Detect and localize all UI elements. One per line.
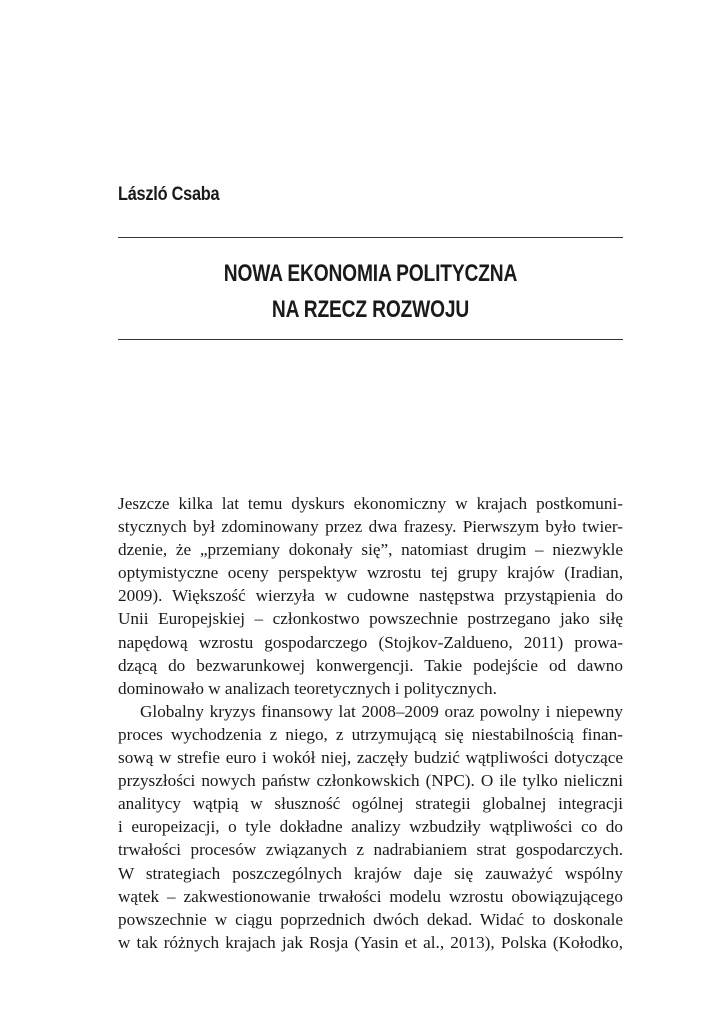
text-line: dominowało w analizach teoretycznych i politycznych. (118, 678, 497, 698)
text-line: proces wychodzenia z niego, z utrzymującą się niestabilnością finan- (118, 724, 623, 744)
title-rule-bottom (118, 339, 623, 340)
body-text (118, 492, 623, 954)
text-line: analitycy wątpią w słuszność ogólnej strategii globalnej integracji (118, 794, 623, 814)
author-name: László Csaba (118, 184, 220, 205)
text-line: dzącą do bezwarunkowej konwergencji. Takie podejście od dawno (118, 655, 623, 675)
text-line: 2009). Większość wierzyła w cudowne następstwa przystąpienia do (118, 586, 623, 606)
text-line: trwałości procesów związanych z nadrabianiem strat gospodarczych. (118, 840, 623, 860)
text-line: powszechnie w ciągu poprzednich dwóch dekad. Widać to doskonale (118, 909, 623, 929)
text-line: stycznych był zdominowany przez dwa frazesy. Pierwszym było twier- (118, 517, 623, 537)
chapter-title-line-2: NA RZECZ ROZWOJU (271, 296, 470, 323)
text-line: napędową wzrostu gospodarczego (Stojkov-Zaldueno, 2011) prowa- (118, 632, 623, 652)
title-rule-top (118, 237, 623, 238)
text-line: Jeszcze kilka lat temu dyskurs ekonomiczny w krajach postkomuni- (118, 494, 623, 513)
text-line: dzenie, że „przemiany dokonały się”, natomiast drugim – niezwykle (118, 540, 623, 560)
text-line: w tak różnych krajach jak Rosja (Yasin et al., 2013), Polska (Kołodko, (118, 932, 623, 952)
text-line: optymistyczne oceny perspektyw wzrostu tej grupy krajów (Iradian, (118, 563, 623, 583)
text-line: Unii Europejskiej – członkostwo powszechnie postrzegano jako siłę (118, 609, 623, 629)
text-line: i europeizacji, o tyle dokładne analizy wzbudziły wątpliwości co do (118, 817, 623, 837)
text-line: W strategiach poszczególnych krajów daje się zauważyć wspólny (118, 863, 623, 883)
text-line: przyszłości nowych państw członkowskich (NPC). O ile tylko nieliczni (118, 771, 623, 791)
chapter-title-line-1: NOWA EKONOMIA POLITYCZNA (223, 260, 518, 287)
text-line: wątek – zakwestionowanie trwałości modelu wzrostu obowiązującego (118, 886, 623, 906)
text-line: sową w strefie euro i wokół niej, zaczęły budzić wątpliwości dotyczące (118, 748, 623, 768)
chapter-title (118, 256, 623, 328)
text-line: Globalny kryzys finansowy lat 2008–2009 oraz powolny i niepewny (140, 701, 623, 721)
